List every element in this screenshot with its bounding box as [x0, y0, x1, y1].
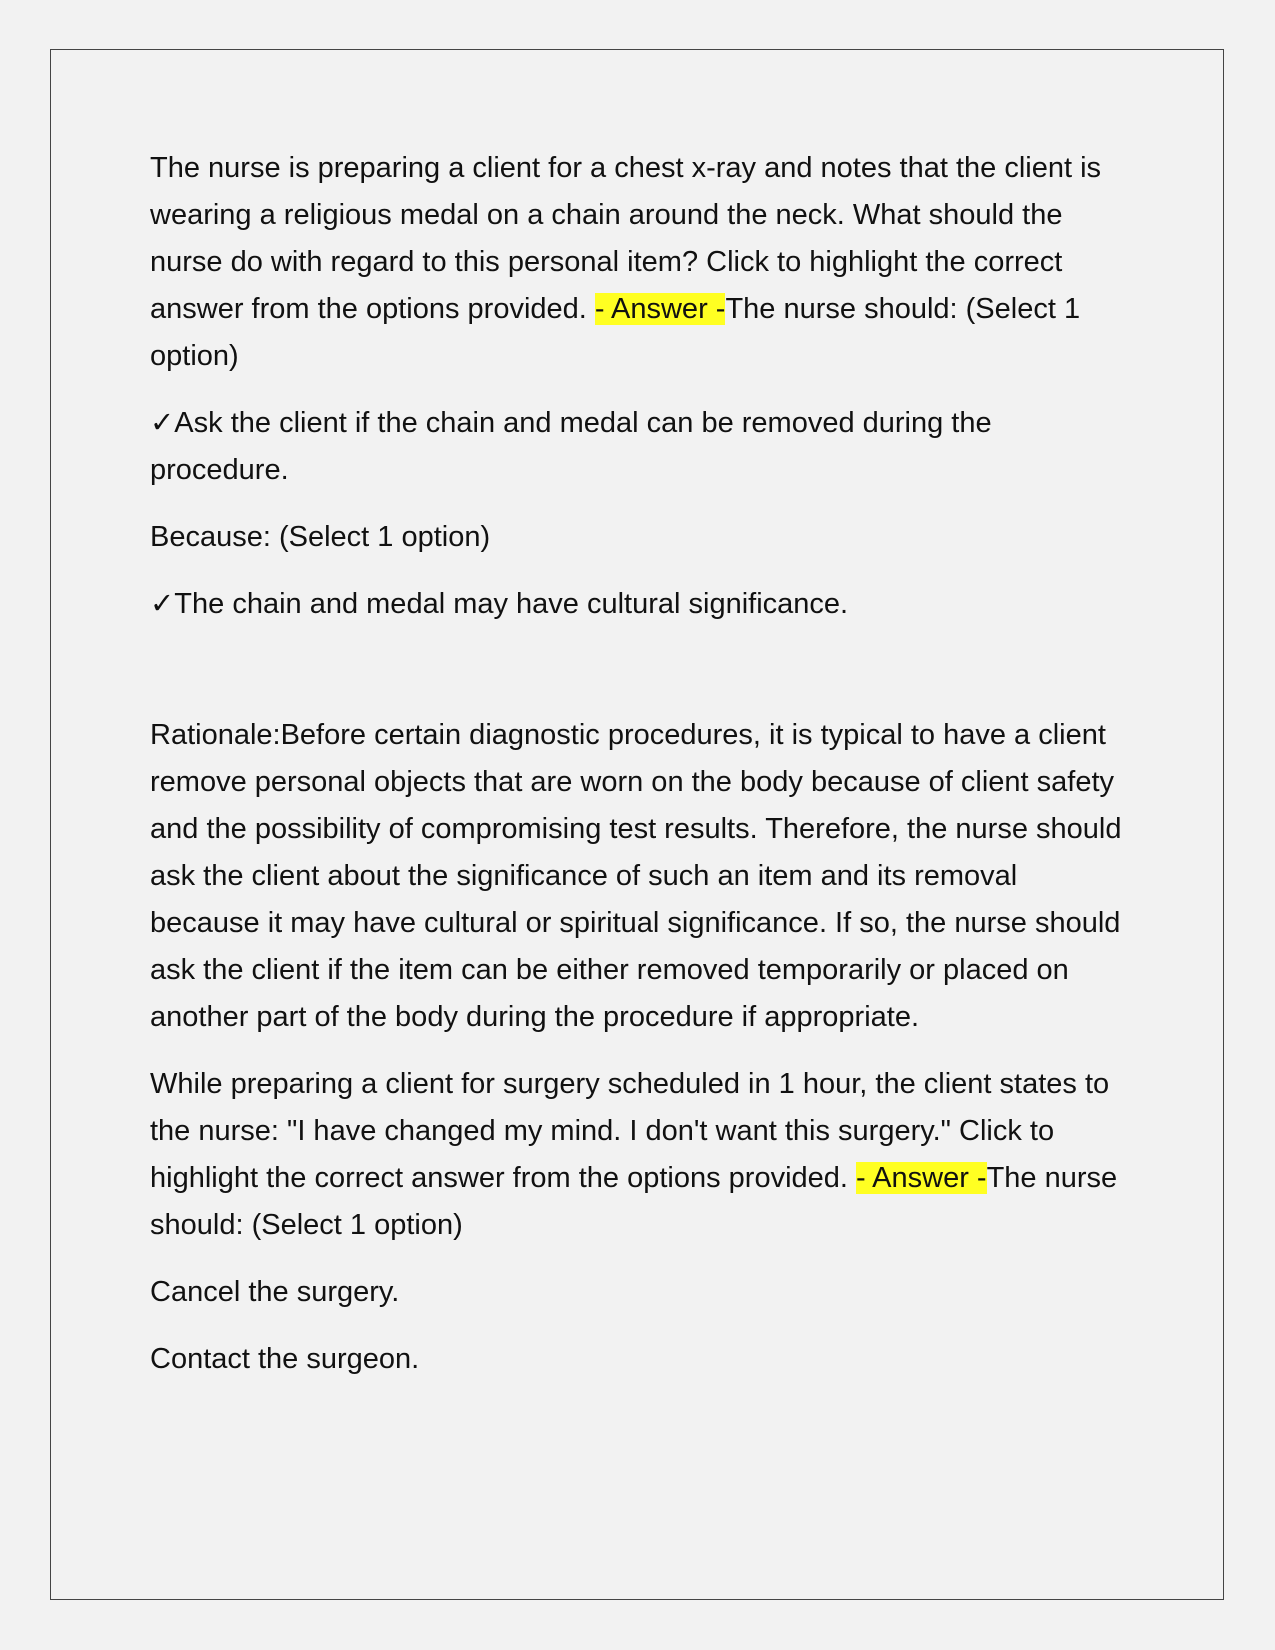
question-1-prompt: The nurse is preparing a client for a chest x-ray and notes that the client is wearing a religious medal on a chain around the neck. What should the nurse do with regard to this personal item? Click to highlight the correct answer from the options provided.	[150, 152, 1102, 325]
question-1	[150, 145, 1130, 380]
question-2-option: Cancel the surgery.	[150, 1276, 400, 1308]
question-1-rationale: Rationale:Before certain diagnostic procedures, it is typical to have a client remove personal objects that are worn on the body because of client safety and the possibility of compromising test results. Therefore, the nurse should ask the client about the significance of such an item and its removal because it may have cultural or spiritual significance. If so, the nurse should ask the client if the item can be either removed temporarily or placed on another part of the body during the procedure if appropriate.	[150, 719, 1122, 1033]
question-1-selected-option: ✓Ask the client if the chain and medal can be removed during the procedure.	[150, 407, 992, 486]
question-1-answer-text: The nurse should: (Select 1 option)	[150, 293, 1081, 372]
question-2-option: Contact the surgeon.	[150, 1343, 420, 1375]
question-2	[150, 1061, 1130, 1249]
document-body	[150, 145, 1130, 1383]
question-1-because-option: ✓The chain and medal may have cultural significance.	[150, 588, 849, 620]
answer-highlight: - Answer -	[856, 1162, 987, 1194]
answer-highlight: - Answer -	[594, 293, 726, 325]
question-1-because: Because: (Select 1 option)	[150, 521, 491, 553]
question-2-answer-text: The nurse should: (Select 1 option)	[150, 1162, 1118, 1241]
question-2-prompt: While preparing a client for surgery scheduled in 1 hour, the client states to the nurse: "I have changed my mind. I don't want this surgery." Click to highlight the correct answer from the options provided.	[150, 1068, 1110, 1194]
